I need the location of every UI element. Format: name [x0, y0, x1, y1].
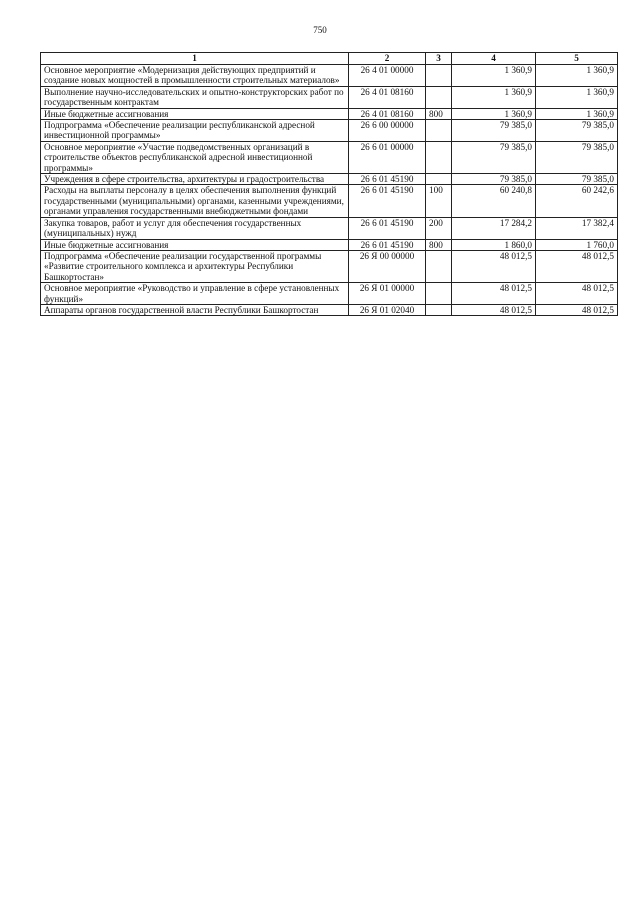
row-code: 26 6 01 45190: [349, 174, 426, 185]
row-value-col4: 79 385,0: [452, 120, 536, 142]
row-code: 26 6 00 00000: [349, 120, 426, 142]
row-value-col4: 60 240,8: [452, 185, 536, 217]
row-name: Аппараты органов государственной власти Республики Башкортостан: [41, 304, 349, 315]
table-row: [41, 239, 618, 250]
row-value-col5: 1 360,9: [536, 108, 618, 119]
page-number: 750: [313, 25, 327, 35]
row-expense-type: [426, 86, 452, 108]
row-name: Учреждения в сфере строительства, архитектуры и градостроительства: [41, 174, 349, 185]
row-code: 26 6 01 45190: [349, 239, 426, 250]
row-value-col4: 1 860,0: [452, 239, 536, 250]
column-header-5: 5: [536, 53, 618, 65]
table-row: [41, 304, 618, 315]
row-expense-type: [426, 304, 452, 315]
row-value-col5: 48 012,5: [536, 283, 618, 305]
row-value-col4: 1 360,9: [452, 65, 536, 87]
row-value-col5: 17 382,4: [536, 217, 618, 239]
row-value-col5: 1 360,9: [536, 86, 618, 108]
row-expense-type: 800: [426, 239, 452, 250]
table-row: [41, 185, 618, 217]
row-code: 26 6 01 45190: [349, 217, 426, 239]
row-name: Иные бюджетные ассигнования: [41, 108, 349, 119]
row-expense-type: [426, 283, 452, 305]
row-code: 26 Я 01 02040: [349, 304, 426, 315]
row-value-col4: 48 012,5: [452, 250, 536, 282]
table-row: [41, 174, 618, 185]
row-value-col5: 79 385,0: [536, 120, 618, 142]
row-value-col5: 60 242,6: [536, 185, 618, 217]
row-name: Иные бюджетные ассигнования: [41, 239, 349, 250]
row-value-col4: 1 360,9: [452, 86, 536, 108]
row-code: 26 Я 00 00000: [349, 250, 426, 282]
row-name: Выполнение научно-исследовательских и опытно-конструкторских работ по государственным контрактам: [41, 86, 349, 108]
row-expense-type: 100: [426, 185, 452, 217]
row-value-col4: 17 284,2: [452, 217, 536, 239]
row-value-col5: 79 385,0: [536, 174, 618, 185]
table-row: [41, 86, 618, 108]
row-name: Закупка товаров, работ и услуг для обеспечения государственных (муниципальных) нужд: [41, 217, 349, 239]
table-row: [41, 120, 618, 142]
row-expense-type: [426, 141, 452, 173]
table-row: [41, 141, 618, 173]
table-row: [41, 283, 618, 305]
row-value-col5: 79 385,0: [536, 141, 618, 173]
table-row: [41, 217, 618, 239]
row-code: 26 6 01 00000: [349, 141, 426, 173]
row-value-col4: 48 012,5: [452, 283, 536, 305]
row-expense-type: [426, 250, 452, 282]
row-code: 26 4 01 08160: [349, 108, 426, 119]
row-code: 26 Я 01 00000: [349, 283, 426, 305]
budget-table: [40, 52, 618, 316]
row-name: Основное мероприятие «Участие подведомственных организаций в строительстве объектов республиканской адресной инвестиционной программы»: [41, 141, 349, 173]
row-value-col4: 48 012,5: [452, 304, 536, 315]
table-row: [41, 108, 618, 119]
row-expense-type: [426, 120, 452, 142]
row-expense-type: 200: [426, 217, 452, 239]
row-name: Основное мероприятие «Руководство и управление в сфере установленных функций»: [41, 283, 349, 305]
table-row: [41, 250, 618, 282]
row-code: 26 4 01 08160: [349, 86, 426, 108]
row-code: 26 4 01 00000: [349, 65, 426, 87]
row-value-col4: 79 385,0: [452, 141, 536, 173]
table-row: [41, 65, 618, 87]
column-header-2: 2: [349, 53, 426, 65]
row-name: Подпрограмма «Обеспечение реализации государственной программы «Развитие строительного комплекса и архитектуры Республики Башкортостан»: [41, 250, 349, 282]
row-value-col5: 1 360,9: [536, 65, 618, 87]
row-expense-type: 800: [426, 108, 452, 119]
row-value-col5: 48 012,5: [536, 304, 618, 315]
row-name: Подпрограмма «Обеспечение реализации республиканской адресной инвестиционной программы»: [41, 120, 349, 142]
row-value-col5: 48 012,5: [536, 250, 618, 282]
row-name: Основное мероприятие «Модернизация действующих предприятий и создание новых мощностей в промышленности строительных материалов»: [41, 65, 349, 87]
table-header-row: [41, 53, 618, 65]
column-header-1: 1: [41, 53, 349, 65]
row-value-col4: 1 360,9: [452, 108, 536, 119]
row-expense-type: [426, 65, 452, 87]
row-name: Расходы на выплаты персоналу в целях обеспечения выполнения функций государственными (муниципальными) органами, казенными учреждениями, органами управления государственными внебюджетными фондами: [41, 185, 349, 217]
column-header-3: 3: [426, 53, 452, 65]
row-code: 26 6 01 45190: [349, 185, 426, 217]
row-value-col5: 1 760,0: [536, 239, 618, 250]
row-value-col4: 79 385,0: [452, 174, 536, 185]
column-header-4: 4: [452, 53, 536, 65]
row-expense-type: [426, 174, 452, 185]
